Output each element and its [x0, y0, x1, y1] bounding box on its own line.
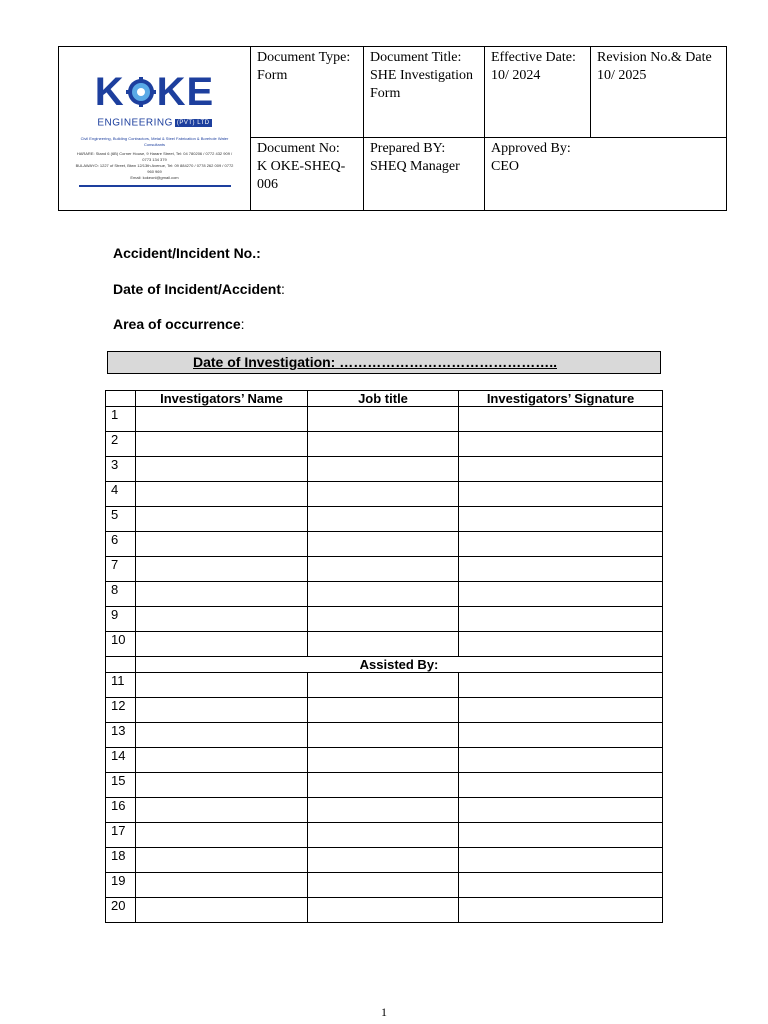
signature-field[interactable] [459, 482, 663, 507]
table-row [106, 407, 663, 432]
job-title-field[interactable] [308, 557, 459, 582]
job-title-field[interactable] [308, 798, 459, 823]
table-row [106, 748, 663, 773]
investigator-name-field[interactable] [136, 848, 308, 873]
row-number: 4 [106, 482, 136, 507]
job-title-field[interactable] [308, 773, 459, 798]
date-of-investigation-bar [107, 351, 661, 374]
investigator-name-field[interactable] [136, 773, 308, 798]
signature-field[interactable] [459, 407, 663, 432]
document-header-table [58, 46, 727, 211]
job-title-field[interactable] [308, 673, 459, 698]
table-row [106, 457, 663, 482]
logo-underline [79, 185, 231, 187]
investigator-name-field[interactable] [136, 432, 308, 457]
header-job-title: Job title [308, 391, 459, 407]
document-title-cell: Document Title: SHE Investigation Form [364, 47, 485, 138]
signature-field[interactable] [459, 582, 663, 607]
job-title-field[interactable] [308, 898, 459, 923]
signature-field[interactable] [459, 798, 663, 823]
header-investigators-name: Investigators’ Name [136, 391, 308, 407]
table-row [106, 898, 663, 923]
investigator-name-field[interactable] [136, 532, 308, 557]
row-number: 18 [106, 848, 136, 873]
table-row [106, 673, 663, 698]
date-of-investigation-label: Date of Investigation: ……………………………………….. [193, 354, 558, 370]
row-number: 12 [106, 698, 136, 723]
effective-date-cell: Effective Date: 10/ 2024 [485, 47, 591, 138]
row-number: 16 [106, 798, 136, 823]
header-number-cell [106, 391, 136, 407]
row-number: 19 [106, 873, 136, 898]
row-number: 1 [106, 407, 136, 432]
company-logo [75, 70, 235, 187]
signature-field[interactable] [459, 432, 663, 457]
row-number: 3 [106, 457, 136, 482]
row-number: 6 [106, 532, 136, 557]
investigator-name-field[interactable] [136, 798, 308, 823]
row-number: 10 [106, 632, 136, 657]
investigator-name-field[interactable] [136, 873, 308, 898]
investigator-name-field[interactable] [136, 723, 308, 748]
row-number: 17 [106, 823, 136, 848]
signature-field[interactable] [459, 873, 663, 898]
job-title-field[interactable] [308, 823, 459, 848]
logo-services: Civil Engineering, Building Contractors, Metal & Steel Fabrication & Borehole Water Consultants [80, 135, 229, 147]
row-number: 11 [106, 673, 136, 698]
signature-field[interactable] [459, 507, 663, 532]
signature-field[interactable] [459, 607, 663, 632]
job-title-field[interactable] [308, 407, 459, 432]
signature-field[interactable] [459, 848, 663, 873]
investigator-name-field[interactable] [136, 457, 308, 482]
signature-field[interactable] [459, 823, 663, 848]
job-title-field[interactable] [308, 873, 459, 898]
table-row [106, 507, 663, 532]
logo-address: HARARE: Stand 6 (6B) Corner House, 9 Harare Street, Tel: 04 780206 / 0772 432 909 / 0773 134 379 BULAWAYO: 1227 of Street, Btwn 12/13th Avenue, Tel: 09 884270 / 0778 262 009 / 0772 960 969 Email: kokeonl@gmail.com [75, 150, 234, 180]
job-title-field[interactable] [308, 632, 459, 657]
investigator-name-field[interactable] [136, 698, 308, 723]
table-row [106, 632, 663, 657]
header-investigators-signature: Investigators’ Signature [459, 391, 663, 407]
table-row [106, 873, 663, 898]
investigator-name-field[interactable] [136, 632, 308, 657]
table-row [106, 432, 663, 457]
job-title-field[interactable] [308, 432, 459, 457]
job-title-field[interactable] [308, 507, 459, 532]
row-number: 15 [106, 773, 136, 798]
table-row [106, 848, 663, 873]
logo-subtitle: ENGINEERING (PVT) LTD [97, 117, 210, 129]
investigator-name-field[interactable] [136, 482, 308, 507]
row-number: 5 [106, 507, 136, 532]
page-number: 1 [381, 1005, 387, 1019]
signature-field[interactable] [459, 673, 663, 698]
table-header-row [106, 391, 663, 407]
assisted-by-blank-cell [106, 657, 136, 673]
signature-field[interactable] [459, 773, 663, 798]
accident-number-field: Accident/Incident No.: [113, 245, 261, 261]
logo-wordmark: K KE [94, 70, 215, 115]
signature-field[interactable] [459, 898, 663, 923]
signature-field[interactable] [459, 632, 663, 657]
signature-field[interactable] [459, 723, 663, 748]
table-row [106, 723, 663, 748]
assisted-by-label: Assisted By: [136, 657, 663, 673]
gear-logo-icon [126, 77, 156, 107]
job-title-field[interactable] [308, 482, 459, 507]
investigators-table [105, 390, 663, 923]
table-row [106, 532, 663, 557]
area-of-occurrence-field: Area of occurrence: [113, 316, 245, 332]
prepared-by-cell: Prepared BY: SHEQ Manager [364, 138, 485, 211]
investigator-name-field[interactable] [136, 898, 308, 923]
row-number: 7 [106, 557, 136, 582]
job-title-field[interactable] [308, 723, 459, 748]
row-number: 14 [106, 748, 136, 773]
job-title-field[interactable] [308, 457, 459, 482]
investigator-name-field[interactable] [136, 607, 308, 632]
table-row [106, 773, 663, 798]
signature-field[interactable] [459, 457, 663, 482]
document-number-cell: Document No: K OKE-SHEQ-006 [251, 138, 364, 211]
table-row [106, 557, 663, 582]
table-row [106, 698, 663, 723]
table-row [106, 582, 663, 607]
investigator-name-field[interactable] [136, 823, 308, 848]
investigator-name-field[interactable] [136, 582, 308, 607]
investigator-name-field[interactable] [136, 748, 308, 773]
revision-cell: Revision No.& Date 10/ 2025 [591, 47, 727, 138]
job-title-field[interactable] [308, 748, 459, 773]
job-title-field[interactable] [308, 607, 459, 632]
job-title-field[interactable] [308, 698, 459, 723]
investigator-name-field[interactable] [136, 557, 308, 582]
row-number: 2 [106, 432, 136, 457]
row-number: 13 [106, 723, 136, 748]
assisted-by-row [106, 657, 663, 673]
row-number: 9 [106, 607, 136, 632]
row-number: 20 [106, 898, 136, 923]
table-row [106, 798, 663, 823]
company-logo-cell [59, 47, 251, 211]
table-row [106, 607, 663, 632]
job-title-field[interactable] [308, 532, 459, 557]
investigator-name-field[interactable] [136, 407, 308, 432]
job-title-field[interactable] [308, 582, 459, 607]
job-title-field[interactable] [308, 848, 459, 873]
signature-field[interactable] [459, 698, 663, 723]
row-number: 8 [106, 582, 136, 607]
table-row [106, 482, 663, 507]
signature-field[interactable] [459, 557, 663, 582]
table-row [106, 823, 663, 848]
signature-field[interactable] [459, 532, 663, 557]
investigator-name-field[interactable] [136, 507, 308, 532]
signature-field[interactable] [459, 748, 663, 773]
approved-by-cell: Approved By: CEO [485, 138, 727, 211]
incident-date-field: Date of Incident/Accident: [113, 281, 285, 297]
investigator-name-field[interactable] [136, 673, 308, 698]
document-type-cell: Document Type: Form [251, 47, 364, 138]
